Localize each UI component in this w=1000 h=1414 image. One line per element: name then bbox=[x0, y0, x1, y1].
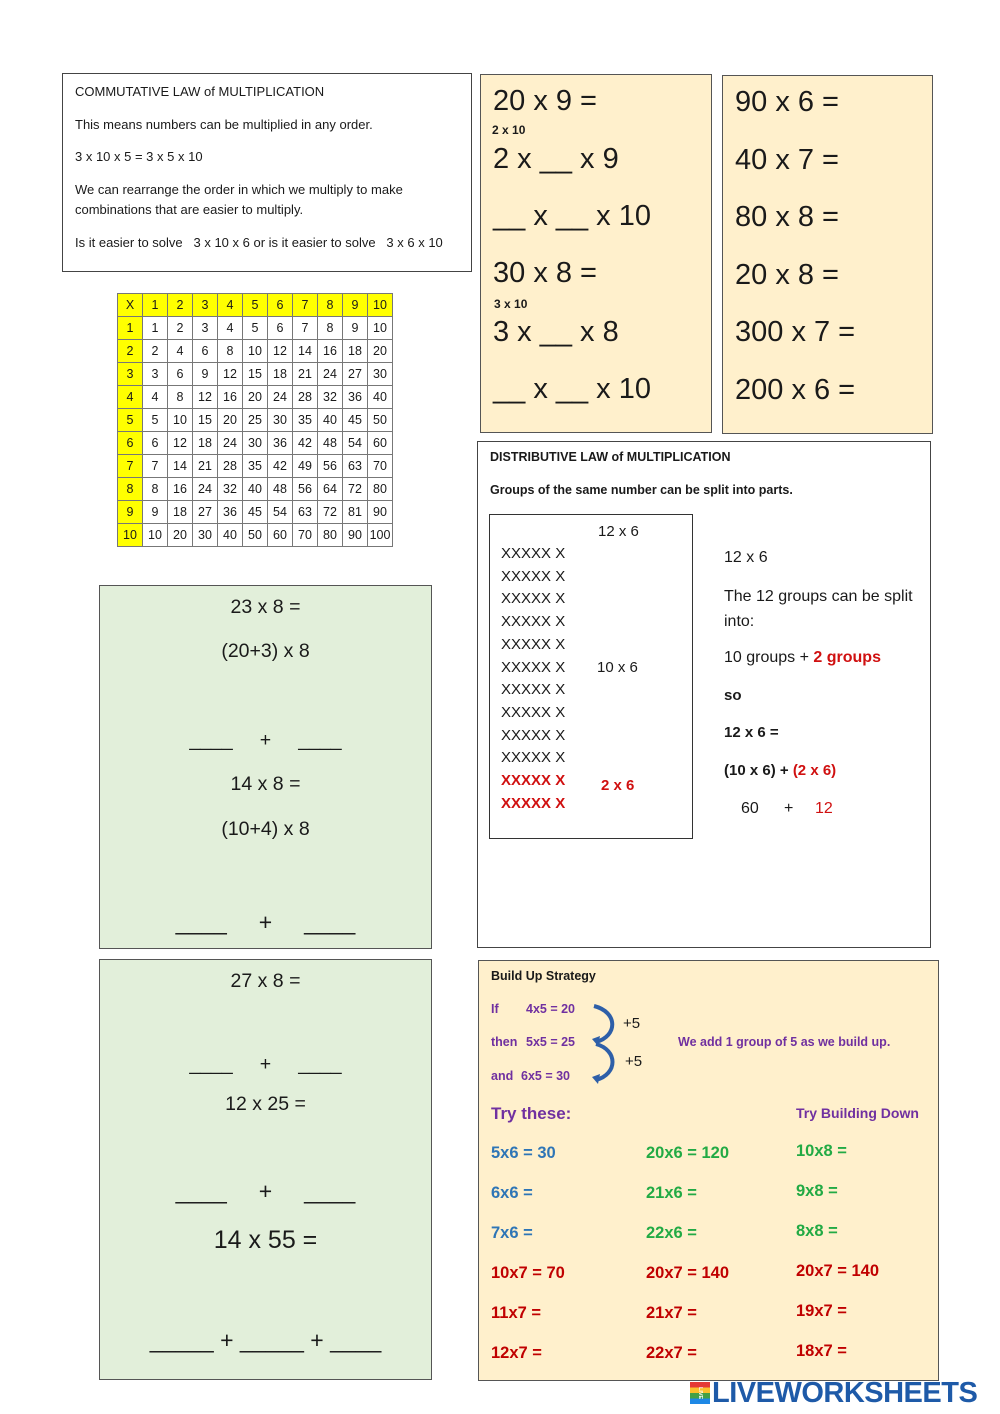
grid-cell: 64 bbox=[318, 478, 343, 501]
grid-cell: 32 bbox=[318, 386, 343, 409]
partition-box-1 bbox=[99, 585, 432, 949]
grid-cell: 12 bbox=[193, 386, 218, 409]
grid-cell: 21 bbox=[193, 455, 218, 478]
grid-cell: 80 bbox=[368, 478, 393, 501]
dist-10-groups: 10 groups + bbox=[724, 649, 814, 666]
grid-cell: 36 bbox=[268, 432, 293, 455]
grid-cell: 50 bbox=[368, 409, 393, 432]
if-label: If bbox=[491, 1002, 499, 1016]
grid-cell: 40 bbox=[218, 524, 243, 547]
group-row: XXXXX X bbox=[501, 772, 566, 789]
blank-x-10-b[interactable]: __ x __ x 10 bbox=[493, 373, 651, 405]
practice-problem[interactable]: 9x8 = bbox=[796, 1182, 838, 1200]
grid-header-row bbox=[118, 294, 393, 317]
group-row: XXXXX X bbox=[501, 545, 566, 562]
hint-2x10: 2 x 10 bbox=[492, 123, 526, 137]
grid-cell: 6 bbox=[168, 363, 193, 386]
practice-problem[interactable]: 21x7 = bbox=[646, 1304, 697, 1322]
practice-problem[interactable]: 6x6 = bbox=[491, 1184, 533, 1202]
practice-problem[interactable]: 18x7 = bbox=[796, 1342, 847, 1360]
try-building-down-heading: Try Building Down bbox=[796, 1105, 919, 1121]
grid-cell: 48 bbox=[318, 432, 343, 455]
grid-row bbox=[118, 524, 393, 547]
group-row: XXXXX X bbox=[501, 635, 566, 653]
problem-27x8: 27 x 8 = bbox=[230, 970, 301, 992]
grid-cell: 45 bbox=[243, 501, 268, 524]
grid-row bbox=[118, 409, 393, 432]
grid-cell: 70 bbox=[293, 524, 318, 547]
grid-cell: 24 bbox=[268, 386, 293, 409]
grid-cell: 45 bbox=[343, 409, 368, 432]
grid-row-header: 4 bbox=[118, 386, 143, 409]
commutative-example: 3 x 10 x 5 = 3 x 5 x 10 bbox=[75, 149, 203, 164]
grid-row bbox=[118, 386, 393, 409]
grid-cell: 24 bbox=[218, 432, 243, 455]
grid-cell: 25 bbox=[243, 409, 268, 432]
then-equation: 5x5 = 25 bbox=[526, 1035, 576, 1049]
tens-problem: 300 x 7 = bbox=[735, 316, 856, 348]
build-up-note: We add 1 group of 5 as we build up. bbox=[678, 1035, 891, 1049]
grid-cell: 1 bbox=[143, 317, 168, 340]
grid-cell: 100 bbox=[368, 524, 393, 547]
practice-problem[interactable]: 12x7 = bbox=[491, 1344, 542, 1362]
grid-cell: 24 bbox=[193, 478, 218, 501]
grid-cell: 5 bbox=[243, 317, 268, 340]
grid-cell: 8 bbox=[168, 386, 193, 409]
grid-row bbox=[118, 455, 393, 478]
grid-cell: 60 bbox=[368, 432, 393, 455]
dist-split-equation bbox=[724, 762, 836, 779]
commutative-definition: This means numbers can be multiplied in any order. bbox=[75, 116, 373, 132]
tens-problem: 90 x 6 = bbox=[735, 86, 839, 118]
grid-cell: 36 bbox=[343, 386, 368, 409]
and-label: and bbox=[491, 1069, 514, 1083]
grid-row bbox=[118, 478, 393, 501]
grid-cell: 42 bbox=[268, 455, 293, 478]
partition-10-4: (10+4) x 8 bbox=[221, 818, 310, 840]
grid-cell: 8 bbox=[143, 478, 168, 501]
grid-header-cell: 7 bbox=[293, 294, 318, 317]
build-up-strategy-box bbox=[478, 960, 939, 1381]
grid-cell: 18 bbox=[343, 340, 368, 363]
tens-problem: 200 x 6 = bbox=[735, 373, 856, 406]
practice-problem[interactable]: 22x7 = bbox=[646, 1344, 697, 1362]
grid-cell: 10 bbox=[368, 317, 393, 340]
dist-result-plus: + bbox=[784, 800, 794, 817]
grid-cell: 20 bbox=[168, 524, 193, 547]
problem-23x8: 23 x 8 = bbox=[230, 596, 301, 618]
grid-cell: 3 bbox=[143, 363, 168, 386]
grid-header-cell: 1 bbox=[143, 294, 168, 317]
practice-problem[interactable]: 20x7 = 140 bbox=[796, 1262, 880, 1280]
grid-cell: 18 bbox=[268, 363, 293, 386]
grid-row-header: 2 bbox=[118, 340, 143, 363]
grid-cell: 32 bbox=[218, 478, 243, 501]
grid-cell: 6 bbox=[268, 317, 293, 340]
practice-problem[interactable]: 22x6 = bbox=[646, 1224, 697, 1242]
practice-problem[interactable]: 7x6 = bbox=[491, 1224, 533, 1242]
group-row: XXXXX X bbox=[501, 794, 566, 812]
logo-text: LIVEWORKSHEETS bbox=[712, 1376, 978, 1409]
grid-cell: 7 bbox=[143, 455, 168, 478]
grid-cell: 24 bbox=[318, 363, 343, 386]
grid-cell: 10 bbox=[243, 340, 268, 363]
grid-cell: 4 bbox=[168, 340, 193, 363]
grid-cell: 56 bbox=[318, 455, 343, 478]
hint-3x10: 3 x 10 bbox=[494, 297, 528, 311]
grid-cell: 28 bbox=[218, 455, 243, 478]
practice-problem[interactable]: 10x7 = 70 bbox=[491, 1264, 565, 1282]
grid-row-header: 6 bbox=[118, 432, 143, 455]
grid-cell: 72 bbox=[343, 478, 368, 501]
dist-expression: 12 x 6 bbox=[724, 549, 768, 566]
grid-cell: 20 bbox=[218, 409, 243, 432]
grid-cell: 9 bbox=[343, 317, 368, 340]
dist-so: so bbox=[724, 687, 742, 704]
answer-blanks-12x25[interactable]: ____ + ____ bbox=[175, 1178, 356, 1204]
build-up-title: Build Up Strategy bbox=[491, 969, 596, 983]
grid-cell: 30 bbox=[368, 363, 393, 386]
grid-cell: 30 bbox=[193, 524, 218, 547]
grid-cell: 6 bbox=[143, 432, 168, 455]
grid-row-header: 10 bbox=[118, 524, 143, 547]
dist-plus: + bbox=[775, 762, 793, 779]
practice-problem[interactable]: 20x6 = 120 bbox=[646, 1144, 730, 1162]
grid-cell: 15 bbox=[193, 409, 218, 432]
groups-10x6-label: 10 x 6 bbox=[597, 659, 638, 676]
distributive-subtitle: Groups of the same number can be split into parts. bbox=[490, 483, 793, 497]
multiplication-grid bbox=[117, 293, 393, 547]
grid-cell: 12 bbox=[218, 363, 243, 386]
commutative-title: COMMUTATIVE LAW of MULTIPLICATION bbox=[75, 84, 325, 99]
liveworksheets-logo bbox=[690, 1376, 977, 1410]
dist-groups-line bbox=[724, 649, 881, 667]
grid-cell: 49 bbox=[293, 455, 318, 478]
groups-diagram-title: 12 x 6 bbox=[598, 523, 639, 540]
grid-row-header: 5 bbox=[118, 409, 143, 432]
grid-cell: 10 bbox=[143, 524, 168, 547]
grid-cell: 54 bbox=[343, 432, 368, 455]
grid-row-header: 9 bbox=[118, 501, 143, 524]
grid-header-cell: 2 bbox=[168, 294, 193, 317]
grid-cell: 12 bbox=[268, 340, 293, 363]
grid-cell: 5 bbox=[143, 409, 168, 432]
grid-cell: 3 bbox=[193, 317, 218, 340]
grid-cell: 21 bbox=[293, 363, 318, 386]
grid-cell: 4 bbox=[218, 317, 243, 340]
group-row: XXXXX X bbox=[501, 749, 566, 767]
grid-row bbox=[118, 340, 393, 363]
grid-cell: 8 bbox=[218, 340, 243, 363]
grid-cell: 20 bbox=[243, 386, 268, 409]
answer-blanks-14x8[interactable]: ____ + ____ bbox=[175, 909, 356, 935]
group-row: XXXXX X bbox=[501, 590, 566, 608]
grid-cell: 27 bbox=[343, 363, 368, 386]
grid-cell: 60 bbox=[268, 524, 293, 547]
grid-cell: 16 bbox=[218, 386, 243, 409]
grid-row bbox=[118, 501, 393, 524]
grid-cell: 28 bbox=[293, 386, 318, 409]
grid-row-header: 8 bbox=[118, 478, 143, 501]
distributive-title: DISTRIBUTIVE LAW of MULTIPLICATION bbox=[490, 450, 731, 464]
grid-cell: 35 bbox=[243, 455, 268, 478]
grid-header-cell: 10 bbox=[368, 294, 393, 317]
grid-cell: 63 bbox=[343, 455, 368, 478]
group-row: XXXXX X bbox=[501, 681, 566, 699]
partition-20-3: (20+3) x 8 bbox=[221, 640, 310, 662]
grid-cell: 80 bbox=[318, 524, 343, 547]
problem-14x55: 14 x 55 = bbox=[213, 1226, 318, 1254]
grid-header-cell: 9 bbox=[343, 294, 368, 317]
practice-problem[interactable]: 19x7 = bbox=[796, 1302, 847, 1320]
practice-problem[interactable]: 8x8 = bbox=[796, 1222, 838, 1240]
grid-cell: 15 bbox=[243, 363, 268, 386]
grid-cell: 27 bbox=[193, 501, 218, 524]
practice-problem[interactable]: 10x8 = bbox=[796, 1142, 847, 1160]
try-these-heading: Try these: bbox=[491, 1104, 572, 1123]
group-row: XXXXX X bbox=[501, 703, 566, 721]
grid-row bbox=[118, 432, 393, 455]
curved-arrows-icon bbox=[588, 1002, 618, 1086]
groups-2x6-label: 2 x 6 bbox=[601, 777, 635, 794]
grid-row bbox=[118, 363, 393, 386]
grid-cell: 35 bbox=[293, 409, 318, 432]
dist-part-10x6: (10 x 6) bbox=[724, 762, 776, 779]
grid-cell: 16 bbox=[168, 478, 193, 501]
grid-cell: 54 bbox=[268, 501, 293, 524]
if-equation: 4x5 = 20 bbox=[526, 1002, 576, 1016]
grid-cell: 10 bbox=[168, 409, 193, 432]
grid-cell: 20 bbox=[368, 340, 393, 363]
grid-cell: 72 bbox=[318, 501, 343, 524]
grid-cell: 90 bbox=[368, 501, 393, 524]
partition-box-2 bbox=[99, 959, 432, 1380]
dist-split-text: The 12 groups can be split into: bbox=[724, 588, 913, 630]
problem-20x9: 20 x 9 = bbox=[493, 85, 597, 117]
grid-cell: 2 bbox=[143, 340, 168, 363]
problem-12x25: 12 x 25 = bbox=[225, 1093, 306, 1115]
grid-cell: 9 bbox=[193, 363, 218, 386]
tens-problem: 20 x 8 = bbox=[735, 258, 839, 291]
grid-cell: 48 bbox=[268, 478, 293, 501]
grid-cell: 81 bbox=[343, 501, 368, 524]
plus5-first: +5 bbox=[623, 1015, 641, 1032]
grid-header-cell: 4 bbox=[218, 294, 243, 317]
grid-header-cell: X bbox=[118, 294, 143, 317]
dist-result-60: 60 bbox=[741, 800, 759, 817]
commutative-law-box bbox=[62, 73, 472, 272]
grid-cell: 9 bbox=[143, 501, 168, 524]
group-row: XXXXX X bbox=[501, 658, 566, 676]
dist-2-groups: 2 groups bbox=[813, 649, 881, 666]
grid-cell: 40 bbox=[368, 386, 393, 409]
grid-cell: 50 bbox=[243, 524, 268, 547]
grid-header-cell: 8 bbox=[318, 294, 343, 317]
and-equation: 6x5 = 30 bbox=[521, 1069, 571, 1083]
grid-row-header: 3 bbox=[118, 363, 143, 386]
grid-cell: 2 bbox=[168, 317, 193, 340]
grid-cell: 90 bbox=[343, 524, 368, 547]
grid-cell: 14 bbox=[168, 455, 193, 478]
grid-cell: 18 bbox=[193, 432, 218, 455]
commutative-explanation: We can rearrange the order in which we multiply to make combinations that are easier to multiply. bbox=[75, 181, 403, 217]
answer-blanks-14x55[interactable]: _____ + _____ + ____ bbox=[149, 1327, 382, 1353]
grid-cell: 40 bbox=[318, 409, 343, 432]
grid-cell: 4 bbox=[143, 386, 168, 409]
grid-row bbox=[118, 317, 393, 340]
blank-3-x-8[interactable]: 3 x __ x 8 bbox=[493, 316, 619, 348]
grid-cell: 12 bbox=[168, 432, 193, 455]
practice-problem[interactable]: 5x6 = 30 bbox=[491, 1144, 556, 1162]
grid-cell: 56 bbox=[293, 478, 318, 501]
dist-result-12: 12 bbox=[815, 800, 833, 817]
problem-30x8: 30 x 8 = bbox=[493, 257, 597, 289]
grid-cell: 16 bbox=[318, 340, 343, 363]
grid-row-header: 7 bbox=[118, 455, 143, 478]
group-row: XXXXX X bbox=[501, 726, 566, 744]
grid-cell: 7 bbox=[293, 317, 318, 340]
grid-cell: 6 bbox=[193, 340, 218, 363]
commutative-question: Is it easier to solve 3 x 10 x 6 or is it easier to solve 3 x 6 x 10 bbox=[75, 234, 443, 250]
grid-cell: 30 bbox=[268, 409, 293, 432]
grid-header-cell: 5 bbox=[243, 294, 268, 317]
answer-blanks-23x8[interactable]: ____ + ____ bbox=[189, 729, 342, 751]
group-row: XXXXX X bbox=[501, 613, 566, 631]
grid-cell: 70 bbox=[368, 455, 393, 478]
tens-problem: 40 x 7 = bbox=[735, 143, 839, 176]
problem-14x8: 14 x 8 = bbox=[230, 773, 301, 795]
practice-problem[interactable]: 11x7 = bbox=[491, 1304, 542, 1322]
dist-part-2x6: (2 x 6) bbox=[792, 762, 837, 779]
grid-header-cell: 6 bbox=[268, 294, 293, 317]
group-row: XXXXX X bbox=[501, 567, 566, 585]
grid-header-cell: 3 bbox=[193, 294, 218, 317]
dist-equation: 12 x 6 = bbox=[724, 724, 779, 741]
grid-cell: 18 bbox=[168, 501, 193, 524]
blank-x-10-a[interactable]: __ x __ x 10 bbox=[493, 200, 651, 232]
grid-cell: 14 bbox=[293, 340, 318, 363]
blank-2-x-9[interactable]: 2 x __ x 9 bbox=[493, 143, 619, 175]
grid-cell: 30 bbox=[243, 432, 268, 455]
practice-problem[interactable]: 20x7 = 140 bbox=[646, 1264, 730, 1282]
grid-row-header: 1 bbox=[118, 317, 143, 340]
grid-cell: 8 bbox=[318, 317, 343, 340]
grid-cell: 42 bbox=[293, 432, 318, 455]
grid-cell: 63 bbox=[293, 501, 318, 524]
groups-diagram bbox=[489, 514, 693, 839]
plus5-second: +5 bbox=[625, 1053, 643, 1070]
answer-blanks-27x8[interactable]: ____ + ____ bbox=[189, 1053, 342, 1075]
grid-cell: 40 bbox=[243, 478, 268, 501]
logo-badge: LIVE bbox=[690, 1382, 710, 1404]
tens-problem: 80 x 8 = bbox=[735, 201, 839, 233]
practice-problem[interactable]: 21x6 = bbox=[646, 1184, 697, 1202]
then-label: then bbox=[491, 1035, 518, 1049]
grid-cell: 36 bbox=[218, 501, 243, 524]
